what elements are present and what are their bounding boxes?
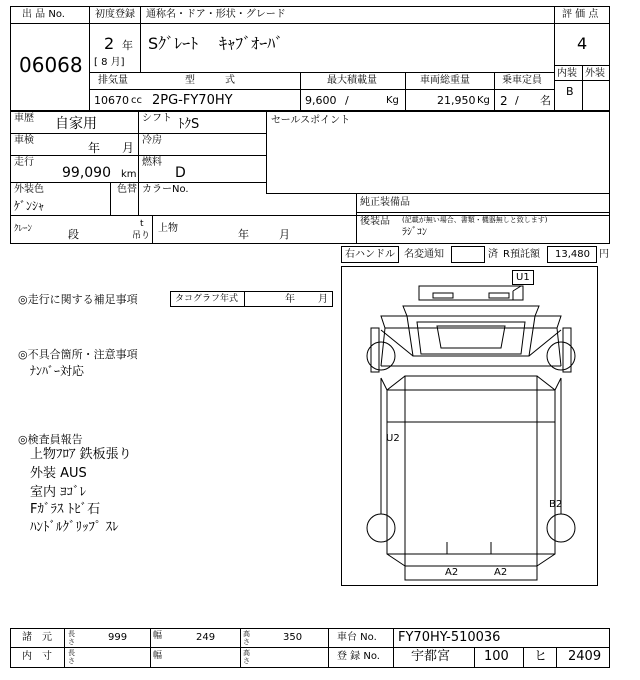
inspector-note: 上物ﾌﾛｱ 鉄板張り — [30, 447, 132, 462]
year-unit: 年 — [122, 39, 133, 52]
model-value: 2PG-FY70HY — [152, 93, 233, 108]
max-load-slash: / — [345, 94, 349, 107]
inspection-year-unit: 年 — [88, 141, 101, 155]
divider — [300, 72, 301, 111]
history-label: 車歴 — [14, 113, 34, 124]
divider — [556, 647, 557, 668]
displacement-unit: cc — [131, 95, 142, 106]
length-label: 長さ — [68, 630, 75, 646]
length-label-inner: 長さ — [68, 649, 75, 665]
divider — [328, 628, 329, 668]
capacity-sep: / — [515, 94, 519, 107]
aftermarket-label: 後装品 — [360, 216, 390, 227]
body-year-unit: 年 — [238, 228, 249, 241]
color-change-label: 色替 — [117, 184, 137, 195]
height-value: 350 — [283, 632, 303, 643]
reg-city: 宇都宮 — [411, 649, 451, 664]
name-change-box — [451, 246, 485, 263]
divider — [554, 23, 610, 24]
height-label: 高さ — [243, 630, 250, 646]
ext-color-value: ｹﾞﾝｼｬ — [14, 199, 45, 213]
inspector-title: ◎検査員報告 — [18, 433, 83, 446]
reg-label: 登 録 No. — [337, 651, 380, 662]
first-reg-label: 初度登録 — [95, 9, 135, 20]
history-value: 自家用 — [55, 116, 97, 132]
divider — [554, 80, 610, 81]
divider — [10, 647, 610, 648]
divider — [140, 6, 141, 72]
divider — [110, 182, 111, 215]
max-load-unit: Kg — [386, 95, 399, 106]
tacho-label: タコグラフ年式 — [175, 294, 239, 304]
divider — [356, 193, 357, 244]
name-change-label: 名変通知 — [404, 249, 444, 260]
crane-stage-unit: 段 — [68, 228, 79, 241]
color-no-label: カラーNo. — [142, 184, 189, 195]
mark-b2: B2 — [549, 499, 563, 510]
footer-block — [10, 628, 610, 668]
truck-diagram — [341, 266, 598, 586]
score-label: 評 価 点 — [562, 9, 599, 20]
displacement-label: 排気量 — [98, 75, 128, 86]
inspection-label: 車検 — [14, 135, 34, 146]
capacity-value: 2 — [500, 94, 508, 108]
height-label-inner: 高さ — [243, 649, 250, 665]
interior-label: 内装 — [557, 68, 577, 79]
tacho-year-unit: 年 — [285, 294, 295, 305]
inspector-note: 室内 ﾖｺﾞﾚ — [30, 485, 87, 500]
reg-number: 2409 — [568, 649, 602, 664]
divider — [266, 111, 267, 193]
divider — [89, 89, 554, 90]
max-load-value: 9,600 — [305, 94, 337, 107]
fuel-value: D — [175, 165, 186, 181]
vin-label: 車台 No. — [337, 632, 377, 643]
crane-hang: 吊り — [132, 231, 151, 241]
inspector-note: Fｶﾞﾗｽ ﾄﾋﾞ石 — [30, 502, 101, 517]
divider — [494, 72, 495, 111]
mark-a2-left: A2 — [445, 567, 459, 578]
ext-color-label: 外装色 — [14, 184, 44, 195]
width-label-inner: 幅 — [153, 651, 163, 661]
crane-t: t — [140, 219, 144, 229]
width-value: 249 — [196, 632, 216, 643]
gross-weight-unit: Kg — [477, 95, 490, 106]
divider — [393, 628, 394, 668]
divider — [64, 628, 65, 668]
divider — [150, 628, 151, 668]
inspection-month-unit: 月 — [122, 141, 135, 155]
first-reg-month: [ 8 月] — [94, 57, 125, 68]
max-load-label: 最大積載量 — [327, 75, 377, 86]
score-value: 4 — [577, 34, 588, 53]
model-label: 型 式 — [185, 75, 235, 86]
dims-label: 諸 元 — [22, 632, 52, 643]
mark-a2-right: A2 — [494, 567, 508, 578]
exterior-label: 外装 — [585, 68, 605, 79]
driving-title: ◎走行に関する補足事項 — [18, 293, 138, 306]
inner-label: 内 寸 — [22, 651, 52, 662]
width-label: 幅 — [153, 631, 163, 641]
divider — [474, 647, 475, 668]
lot-label: 出 品 No. — [22, 9, 65, 20]
r-deposit-label: R預託額 — [503, 249, 540, 260]
divider — [10, 182, 266, 183]
divider — [10, 133, 266, 134]
vehicle-name: Sｸﾞﾚｰﾄ ｷｬﾌﾞｵｰﾊﾞ — [148, 34, 284, 53]
gross-weight-label: 車両総重量 — [420, 75, 470, 86]
aircon-label: 冷房 — [142, 135, 162, 146]
divider — [10, 155, 266, 156]
divider — [89, 6, 90, 111]
shift-label: シフト — [142, 113, 172, 124]
reg-kana: ヒ — [534, 649, 548, 664]
fuel-label: 燃料 — [142, 157, 162, 168]
r-deposit-value: 13,480 — [555, 249, 590, 260]
mark-u1: U1 — [516, 272, 530, 283]
crane-label: ｸﾚｰﾝ — [14, 224, 33, 234]
inspector-note: ﾊﾝﾄﾞﾙｸﾞﾘｯﾌﾟ ｽﾚ — [30, 520, 119, 535]
steering-value: 右ハンドル — [345, 249, 395, 260]
interior-grade: B — [566, 85, 574, 98]
divider — [266, 193, 610, 194]
genuine-label: 純正装備品 — [360, 197, 410, 208]
inspector-note: 外装 AUS — [30, 466, 87, 481]
divider — [244, 291, 245, 307]
aftermarket-note: (記載が無い場合、書類・機器無しと致します) — [402, 216, 548, 224]
name-label: 通称名・ドア・形状・グレード — [146, 9, 286, 20]
divider — [89, 72, 554, 73]
divider — [582, 65, 583, 111]
mark-u2: U2 — [386, 433, 400, 444]
aftermarket-value: ﾗｼﾞｺﾝ — [402, 227, 427, 238]
tax-label: 済 — [488, 249, 498, 260]
gross-weight-value: 21,950 — [437, 94, 476, 107]
divider — [152, 215, 153, 244]
defect-line: ﾅﾝﾊﾞｰ対応 — [30, 364, 85, 378]
defects-title: ◎不具合箇所・注意事項 — [18, 348, 138, 361]
r-deposit-unit: 円 — [599, 249, 609, 260]
reg-class: 100 — [484, 649, 509, 664]
divider — [89, 23, 554, 24]
mileage-label: 走行 — [14, 157, 34, 168]
divider — [10, 23, 89, 24]
tacho-month-unit: 月 — [318, 294, 328, 305]
divider — [554, 6, 555, 111]
divider — [523, 647, 524, 668]
divider — [138, 111, 139, 215]
capacity-label: 乗車定員 — [502, 75, 542, 86]
mileage-value: 99,090 — [62, 165, 111, 181]
vin-value: FY70HY-510036 — [398, 630, 501, 645]
first-reg-year: 2 — [104, 34, 115, 53]
displacement-value: 10670 — [94, 94, 129, 107]
lot-number: 06068 — [19, 53, 83, 77]
divider — [356, 212, 610, 213]
shift-value: ﾄｸS — [178, 117, 200, 132]
body-label: 上物 — [158, 223, 178, 234]
divider — [240, 628, 241, 668]
capacity-unit: 名 — [540, 94, 551, 107]
length-value: 999 — [108, 632, 128, 643]
mileage-unit: km — [121, 169, 137, 180]
body-month-unit: 月 — [279, 228, 290, 241]
divider — [405, 72, 406, 111]
sales-point-label: セールスポイント — [271, 115, 351, 126]
